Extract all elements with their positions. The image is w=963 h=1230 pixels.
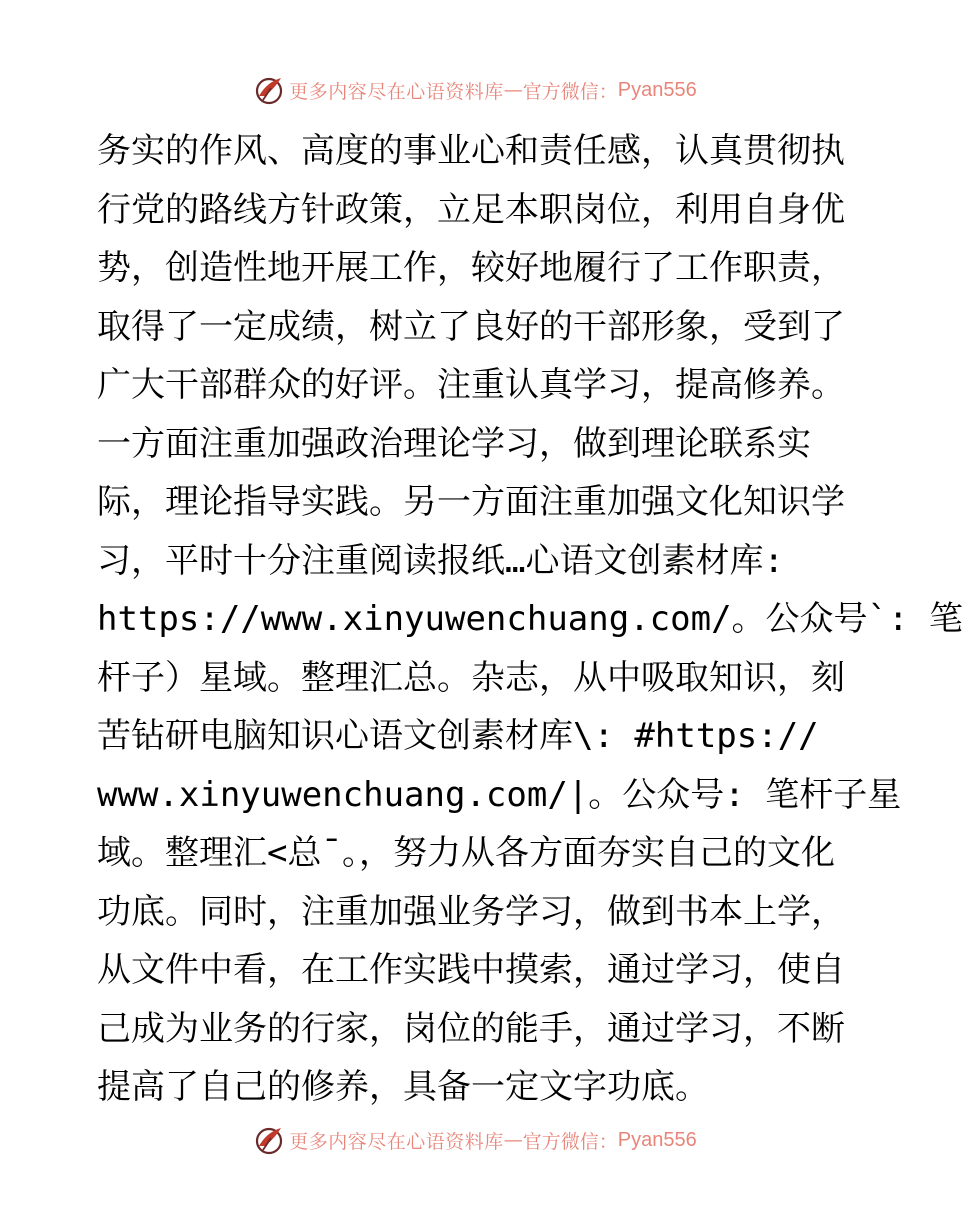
text-line: 苦钻研电脑知识心语文创素材库\: #https://: [97, 716, 819, 756]
text-line: 取得了一定成绩，树立了良好的干部形象，受到了: [97, 306, 845, 347]
header-banner: [0, 70, 950, 110]
footer-banner-dash: —: [503, 1129, 523, 1151]
quill-logo-icon: [253, 1124, 285, 1156]
text-line: 杆子）星域。整理汇总。杂志，从中吸取知识，刻: [97, 657, 845, 698]
text-line: 际，理论指导实践。另一方面注重加强文化知识学: [97, 482, 845, 522]
header-banner-dash: —: [503, 79, 523, 101]
footer-banner-wechat-id: Pyan556: [617, 1128, 697, 1151]
text-line: www.xinyuwenchuang.com/|。公众号: 笔杆子星: [97, 774, 902, 815]
text-line: https://www.xinyuwenchuang.com/。公众号`: 笔: [97, 599, 963, 639]
header-banner-wechat-id: Pyan556: [617, 78, 697, 101]
body-text: [97, 122, 963, 1117]
footer-banner-label: 官方微信：: [522, 1130, 618, 1153]
text-line: 行党的路线方针政策，立足本职岗位，利用自身优: [97, 189, 845, 230]
text-line: 习，平时十分注重阅读报纸…心语文创素材库:: [97, 540, 784, 581]
text-line: 势，创造性地开展工作，较好地履行了工作职责，: [97, 248, 845, 288]
header-banner-label: 官方微信：: [522, 80, 618, 103]
footer-banner: [0, 1120, 950, 1160]
text-line: 一方面注重加强政治理论学习，做到理论联系实: [97, 423, 811, 464]
text-line: 功底。同时，注重加强业务学习，做到书本上学，: [97, 891, 845, 932]
text-line: 己成为业务的行家，岗位的能手，通过学习，不断: [97, 1008, 845, 1049]
quill-logo-icon: [253, 74, 285, 106]
text-line: 域。整理汇<总¯。，努力从各方面夯实自己的文化: [97, 833, 835, 873]
text-line: 提高了自己的修养，具备一定文字功底。: [97, 1067, 709, 1107]
footer-banner-text: 更多内容尽在心语资料库: [289, 1130, 504, 1153]
text-line: 务实的作风、高度的事业心和责任感，认真贯彻执: [97, 131, 845, 171]
text-line: 从文件中看，在工作实践中摸索，通过学习，使自: [97, 950, 845, 990]
header-banner-text: 更多内容尽在心语资料库: [289, 80, 504, 103]
text-line: 广大干部群众的好评。注重认真学习，提高修养。: [97, 365, 845, 405]
